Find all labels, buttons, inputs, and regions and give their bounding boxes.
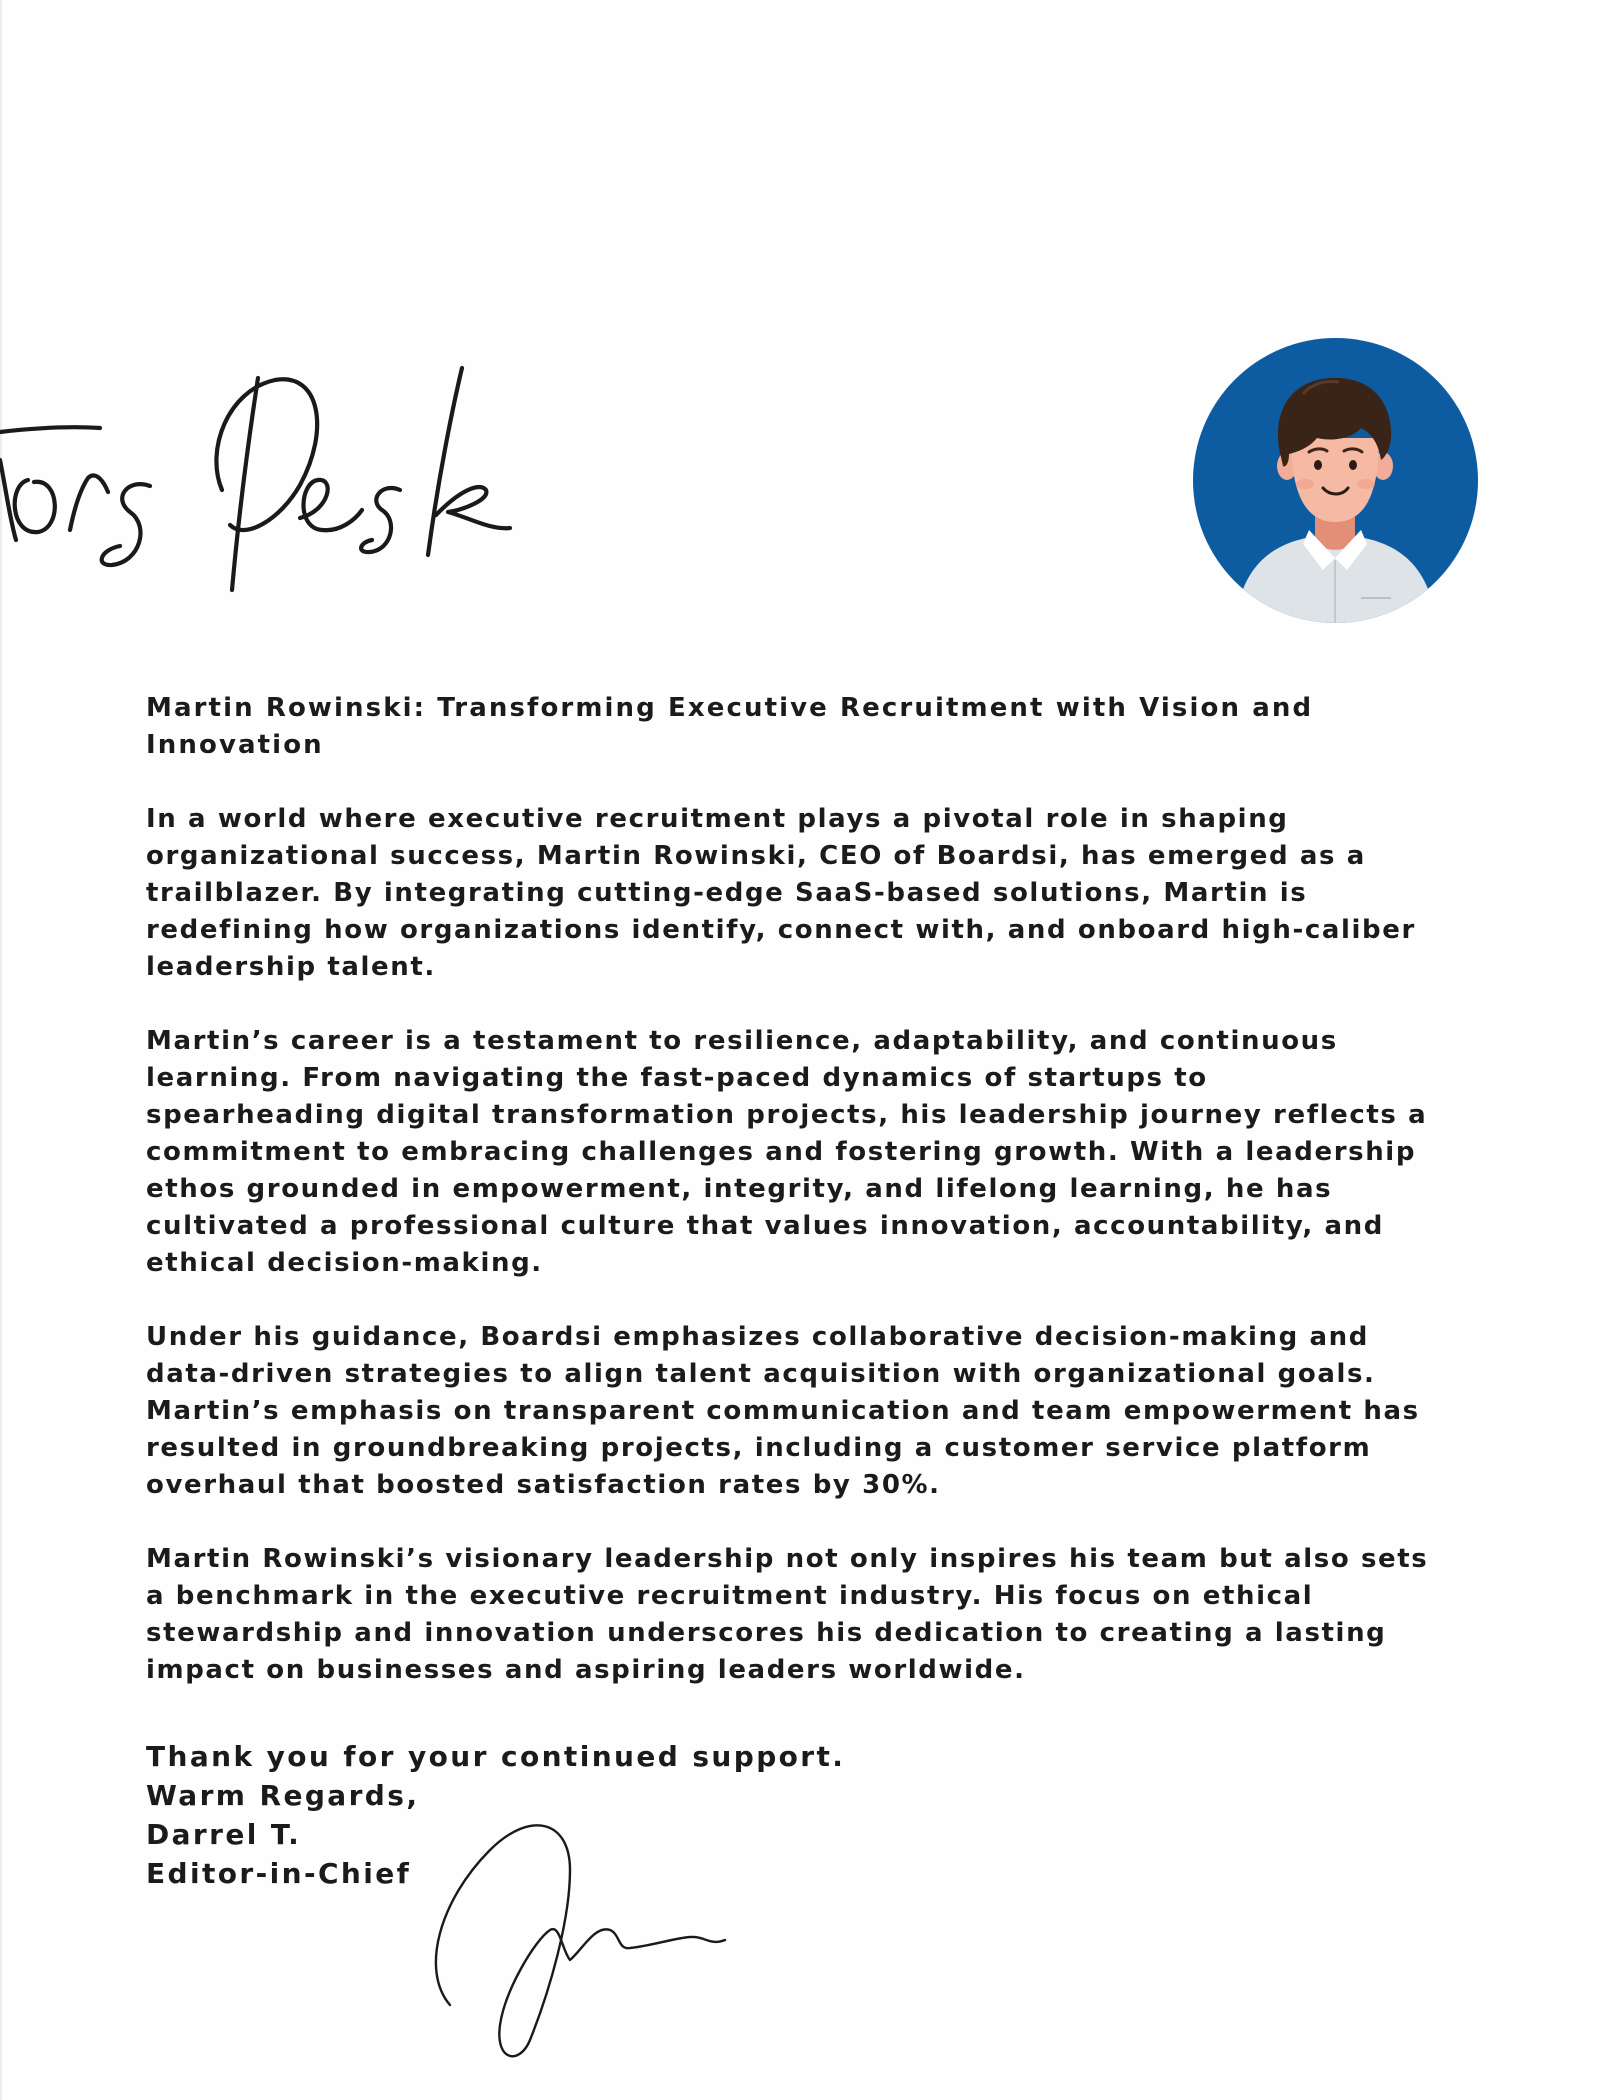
paragraph-intro: In a world where executive recruitment plays a pivotal role in shaping organizational success, Martin Rowinski, CEO of Boardsi, has emerged as a trailblazer. By integrating cutting-edge SaaS-based solutions, Martin is redefining how organizations identify, connect with, and onboard high-caliber leadership talent.	[146, 804, 1416, 982]
article-heading: Martin Rowinski: Transforming Executive Recruitment with Vision and Innovation	[146, 693, 1314, 760]
script-title	[0, 350, 520, 610]
closing-thanks: Thank you for your continued support.	[146, 1740, 846, 1773]
paragraph-career: Martin’s career is a testament to resilience, adaptability, and continuous learning. From navigating the fast-paced dynamics of startups to spearheading digital transformation projects, his leadership journey reflects a commitment to embracing challenges and fostering growth. With a leadership ethos grounded in empowerment, integrity, and lifelong learning, he has cultivated a professional culture that values innovation, accountability, and ethical decision-making.	[146, 1026, 1428, 1278]
person-avatar-icon	[1193, 338, 1478, 623]
letter-body	[146, 690, 1436, 1893]
paragraph-guidance: Under his guidance, Boardsi emphasizes collaborative decision-making and data-driven strategies to align talent acquisition with organizational goals. Martin’s emphasis on transparent communication and team empowerment has resulted in groundbreaking projects, including a customer service platform overhaul that boosted satisfaction rates by 30%.	[146, 1322, 1420, 1500]
paragraph-vision: Martin Rowinski’s visionary leadership not only inspires his team but also sets a benchmark in the executive recruitment industry. His focus on ethical stewardship and innovation underscores his dedication to creating a lasting impact on businesses and aspiring leaders worldwide.	[146, 1544, 1429, 1685]
closing-title: Editor-in-Chief	[146, 1857, 412, 1890]
handwritten-signature	[420, 1800, 760, 2070]
closing-regards: Warm Regards,	[146, 1779, 420, 1812]
letter-closing	[146, 1737, 1436, 1893]
closing-name: Darrel T.	[146, 1818, 302, 1851]
page-edge	[0, 0, 2, 2100]
